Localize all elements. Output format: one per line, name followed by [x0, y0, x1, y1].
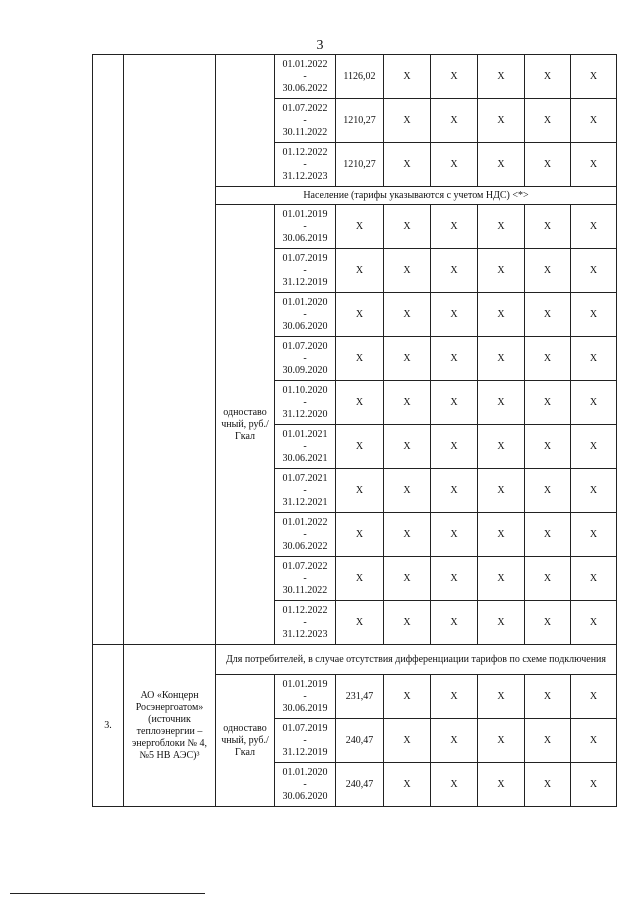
period-end: 30.11.2022: [282, 584, 328, 596]
period-dash: -: [303, 484, 307, 496]
period-start: 01.01.2020: [282, 296, 328, 308]
table-row: [93, 55, 617, 99]
unit-label: одноставо чный, руб./Гкал: [216, 675, 275, 807]
not-applicable-mark: Х: [571, 249, 617, 293]
not-applicable-mark: Х: [525, 293, 571, 337]
period-start: 01.12.2022: [282, 146, 328, 158]
tariff-value: Х: [336, 249, 384, 293]
period-end: 30.11.2022: [282, 126, 328, 138]
not-applicable-mark: Х: [478, 381, 525, 425]
not-applicable-mark: Х: [478, 513, 525, 557]
not-applicable-mark: Х: [431, 513, 478, 557]
period-start: 01.07.2019: [282, 252, 328, 264]
period-start: 01.07.2020: [282, 340, 328, 352]
period-dash: -: [303, 528, 307, 540]
period-dash: -: [303, 440, 307, 452]
not-applicable-mark: Х: [431, 719, 478, 763]
tariff-value: Х: [336, 337, 384, 381]
not-applicable-mark: Х: [478, 143, 525, 187]
period-end: 31.12.2023: [282, 628, 328, 640]
period-cell: [275, 205, 336, 249]
not-applicable-mark: Х: [384, 249, 431, 293]
not-applicable-mark: Х: [478, 249, 525, 293]
period-cell: [275, 719, 336, 763]
not-applicable-mark: Х: [571, 99, 617, 143]
period-end: 30.06.2019: [282, 232, 328, 244]
period-start: 01.01.2019: [282, 208, 328, 220]
not-applicable-mark: Х: [571, 55, 617, 99]
not-applicable-mark: Х: [384, 99, 431, 143]
period-end: 31.12.2019: [282, 746, 328, 758]
section-row: [93, 645, 617, 675]
period-end: 30.06.2020: [282, 790, 328, 802]
unit-cell: [216, 55, 275, 187]
not-applicable-mark: Х: [384, 513, 431, 557]
not-applicable-mark: Х: [478, 601, 525, 645]
not-applicable-mark: Х: [478, 99, 525, 143]
period-cell: [275, 763, 336, 807]
period-dash: -: [303, 264, 307, 276]
period-dash: -: [303, 778, 307, 790]
not-applicable-mark: Х: [431, 381, 478, 425]
page-number: 3: [316, 38, 324, 53]
period-dash: -: [303, 70, 307, 82]
period-end: 31.12.2019: [282, 276, 328, 288]
not-applicable-mark: Х: [478, 293, 525, 337]
footnote-rule: [10, 893, 205, 894]
not-applicable-mark: Х: [431, 143, 478, 187]
tariff-value: 1126,02: [336, 55, 384, 99]
not-applicable-mark: Х: [431, 601, 478, 645]
period-cell: [275, 337, 336, 381]
not-applicable-mark: Х: [384, 601, 431, 645]
not-applicable-mark: Х: [431, 293, 478, 337]
period-cell: [275, 99, 336, 143]
row-number: 3.: [93, 645, 124, 807]
not-applicable-mark: Х: [525, 249, 571, 293]
period-start: 01.01.2020: [282, 766, 328, 778]
tariff-value: Х: [336, 293, 384, 337]
not-applicable-mark: Х: [384, 557, 431, 601]
period-dash: -: [303, 616, 307, 628]
period-dash: -: [303, 352, 307, 364]
period-dash: -: [303, 114, 307, 126]
period-start: 01.07.2022: [282, 560, 328, 572]
period-dash: -: [303, 572, 307, 584]
not-applicable-mark: Х: [384, 763, 431, 807]
period-end: 30.06.2020: [282, 320, 328, 332]
period-dash: -: [303, 690, 307, 702]
row-number-cell: [93, 55, 124, 645]
not-applicable-mark: Х: [478, 425, 525, 469]
not-applicable-mark: Х: [525, 513, 571, 557]
period-end: 30.06.2021: [282, 452, 328, 464]
not-applicable-mark: Х: [431, 99, 478, 143]
not-applicable-mark: Х: [478, 557, 525, 601]
organization-name: АО «Концерн Росэнергоатом» (источник теплоэнергии – энергоблоки № 4, №5 НВ АЭС)³: [124, 645, 216, 807]
not-applicable-mark: Х: [525, 55, 571, 99]
tariff-value: Х: [336, 601, 384, 645]
not-applicable-mark: Х: [384, 675, 431, 719]
not-applicable-mark: Х: [525, 143, 571, 187]
not-applicable-mark: Х: [571, 601, 617, 645]
tariff-value: Х: [336, 557, 384, 601]
tariff-value: 240,47: [336, 719, 384, 763]
period-cell: [275, 557, 336, 601]
tariff-table: [92, 54, 617, 807]
period-cell: [275, 469, 336, 513]
period-start: 01.01.2021: [282, 428, 328, 440]
not-applicable-mark: Х: [384, 719, 431, 763]
period-dash: -: [303, 734, 307, 746]
period-cell: [275, 513, 336, 557]
not-applicable-mark: Х: [571, 425, 617, 469]
not-applicable-mark: Х: [525, 425, 571, 469]
tariff-value: Х: [336, 381, 384, 425]
period-dash: -: [303, 220, 307, 232]
period-start: 01.07.2021: [282, 472, 328, 484]
not-applicable-mark: Х: [478, 675, 525, 719]
period-end: 30.09.2020: [282, 364, 328, 376]
not-applicable-mark: Х: [525, 601, 571, 645]
not-applicable-mark: Х: [384, 55, 431, 99]
not-applicable-mark: Х: [478, 205, 525, 249]
not-applicable-mark: Х: [431, 763, 478, 807]
period-cell: [275, 675, 336, 719]
period-end: 31.12.2020: [282, 408, 328, 420]
not-applicable-mark: Х: [525, 557, 571, 601]
period-cell: [275, 293, 336, 337]
organization-cell: [124, 55, 216, 645]
period-dash: -: [303, 158, 307, 170]
section-title-population: Население (тарифы указываются с учетом НДС) <*>: [216, 187, 617, 205]
not-applicable-mark: Х: [384, 205, 431, 249]
not-applicable-mark: Х: [525, 337, 571, 381]
not-applicable-mark: Х: [571, 381, 617, 425]
not-applicable-mark: Х: [571, 675, 617, 719]
tariff-value: Х: [336, 205, 384, 249]
period-start: 01.10.2020: [282, 384, 328, 396]
not-applicable-mark: Х: [571, 205, 617, 249]
not-applicable-mark: Х: [384, 469, 431, 513]
period-start: 01.01.2022: [282, 516, 328, 528]
unit-label: одноставо чный, руб./Гкал: [216, 205, 275, 645]
period-end: 30.06.2022: [282, 540, 328, 552]
not-applicable-mark: Х: [431, 55, 478, 99]
not-applicable-mark: Х: [431, 675, 478, 719]
not-applicable-mark: Х: [384, 381, 431, 425]
not-applicable-mark: Х: [431, 337, 478, 381]
not-applicable-mark: Х: [384, 337, 431, 381]
tariff-value: Х: [336, 425, 384, 469]
period-start: 01.12.2022: [282, 604, 328, 616]
not-applicable-mark: Х: [431, 425, 478, 469]
not-applicable-mark: Х: [571, 337, 617, 381]
tariff-value: 240,47: [336, 763, 384, 807]
period-cell: [275, 143, 336, 187]
not-applicable-mark: Х: [431, 469, 478, 513]
period-start: 01.07.2019: [282, 722, 328, 734]
not-applicable-mark: Х: [571, 719, 617, 763]
not-applicable-mark: Х: [478, 763, 525, 807]
period-start: 01.01.2019: [282, 678, 328, 690]
tariff-value: 231,47: [336, 675, 384, 719]
not-applicable-mark: Х: [571, 557, 617, 601]
not-applicable-mark: Х: [571, 513, 617, 557]
not-applicable-mark: Х: [478, 337, 525, 381]
period-cell: [275, 601, 336, 645]
period-start: 01.01.2022: [282, 58, 328, 70]
period-cell: [275, 425, 336, 469]
not-applicable-mark: Х: [431, 205, 478, 249]
not-applicable-mark: Х: [571, 469, 617, 513]
not-applicable-mark: Х: [525, 719, 571, 763]
not-applicable-mark: Х: [525, 675, 571, 719]
not-applicable-mark: Х: [525, 381, 571, 425]
not-applicable-mark: Х: [478, 469, 525, 513]
period-dash: -: [303, 308, 307, 320]
not-applicable-mark: Х: [384, 143, 431, 187]
period-end: 30.06.2019: [282, 702, 328, 714]
period-end: 30.06.2022: [282, 82, 328, 94]
period-cell: [275, 249, 336, 293]
not-applicable-mark: Х: [431, 557, 478, 601]
not-applicable-mark: Х: [431, 249, 478, 293]
tariff-value: 1210,27: [336, 143, 384, 187]
tariff-value: 1210,27: [336, 99, 384, 143]
period-dash: -: [303, 396, 307, 408]
not-applicable-mark: Х: [525, 469, 571, 513]
not-applicable-mark: Х: [384, 293, 431, 337]
not-applicable-mark: Х: [478, 719, 525, 763]
not-applicable-mark: Х: [478, 55, 525, 99]
not-applicable-mark: Х: [525, 763, 571, 807]
tariff-value: Х: [336, 513, 384, 557]
not-applicable-mark: Х: [571, 293, 617, 337]
not-applicable-mark: Х: [384, 425, 431, 469]
tariff-value: Х: [336, 469, 384, 513]
period-cell: [275, 381, 336, 425]
period-start: 01.07.2022: [282, 102, 328, 114]
not-applicable-mark: Х: [525, 99, 571, 143]
period-cell: [275, 55, 336, 99]
period-end: 31.12.2021: [282, 496, 328, 508]
not-applicable-mark: Х: [571, 763, 617, 807]
not-applicable-mark: Х: [571, 143, 617, 187]
section-title-consumers: Для потребителей, в случае отсутствия дифференциации тарифов по схеме подключения: [216, 645, 617, 675]
period-end: 31.12.2023: [282, 170, 328, 182]
not-applicable-mark: Х: [525, 205, 571, 249]
